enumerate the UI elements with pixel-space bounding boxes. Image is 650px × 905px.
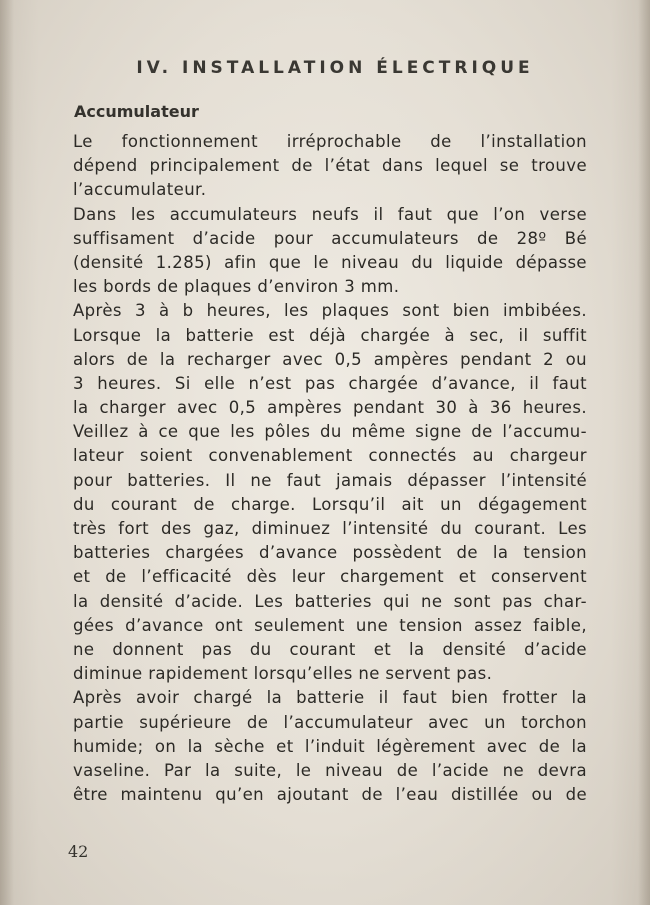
text-line: dépend principalement de l’état dans lequel se trouve: [73, 156, 587, 176]
text-line: pour batteries. Il ne faut jamais dépasser l’intensité: [73, 470, 587, 490]
text-line: partie supérieure de l’accumulateur avec un torchon: [73, 712, 587, 732]
text-line: diminue rapidement lorsqu’elles ne servent pas.: [73, 664, 493, 684]
text-line: suffisament d’acide pour accumulateurs de 28º Bé: [73, 228, 587, 248]
text-line: la charger avec 0,5 ampères pendant 30 à 36 heures.: [73, 398, 587, 418]
text-line: Dans les accumulateurs neufs il faut que l’on verse: [73, 204, 587, 224]
text-line: vaseline. Par la suite, le niveau de l’acide ne devra: [73, 760, 587, 780]
text-line: Lorsque la batterie est déjà chargée à sec, il suffit: [73, 325, 587, 345]
text-line: alors de la recharger avec 0,5 ampères pendant 2 ou: [73, 349, 587, 369]
section-title: IV. INSTALLATION ÉLECTRIQUE: [136, 58, 534, 78]
text-line: du courant de charge. Lorsqu’il ait un dégagement: [73, 494, 587, 514]
text-line: l’accumulateur.: [73, 180, 207, 200]
body-text: [73, 130, 587, 807]
page-number: 42: [68, 842, 89, 861]
text-line: très fort des gaz, diminuez l’intensité du courant. Les: [73, 519, 587, 538]
text-line: ne donnent pas du courant et la densité d’acide: [73, 639, 587, 659]
text-line: humide; on la sèche et l’induit légèrement avec de la: [73, 736, 587, 756]
text-line: Le fonctionnement irréprochable de l’installation: [73, 132, 587, 151]
text-line: être maintenu qu’en ajoutant de l’eau distillée ou de: [73, 785, 587, 805]
text-line: (densité 1.285) afin que le niveau du liquide dépasse: [73, 252, 587, 272]
text-line: et de l’efficacité dès leur chargement et conservent: [73, 567, 587, 587]
text-line: Veillez à ce que les pôles du même signe de l’accumu-: [73, 422, 587, 442]
text-line: 3 heures. Si elle n’est pas chargée d’avance, il faut: [73, 373, 587, 393]
text-line: batteries chargées d’avance possèdent de la tension: [73, 543, 587, 563]
subsection-title: Accumulateur: [74, 102, 199, 121]
text-line: Après 3 à b heures, les plaques sont bien imbibées.: [73, 301, 587, 321]
text-line: la densité d’acide. Les batteries qui ne sont pas char-: [73, 591, 587, 611]
text-line: lateur soient convenablement connectés au chargeur: [73, 446, 587, 466]
text-line: gées d’avance ont seulement une tension assez faible,: [73, 615, 587, 635]
text-line: les bords de plaques d’environ 3 mm.: [73, 277, 400, 297]
text-line: Après avoir chargé la batterie il faut bien frotter la: [73, 688, 587, 708]
